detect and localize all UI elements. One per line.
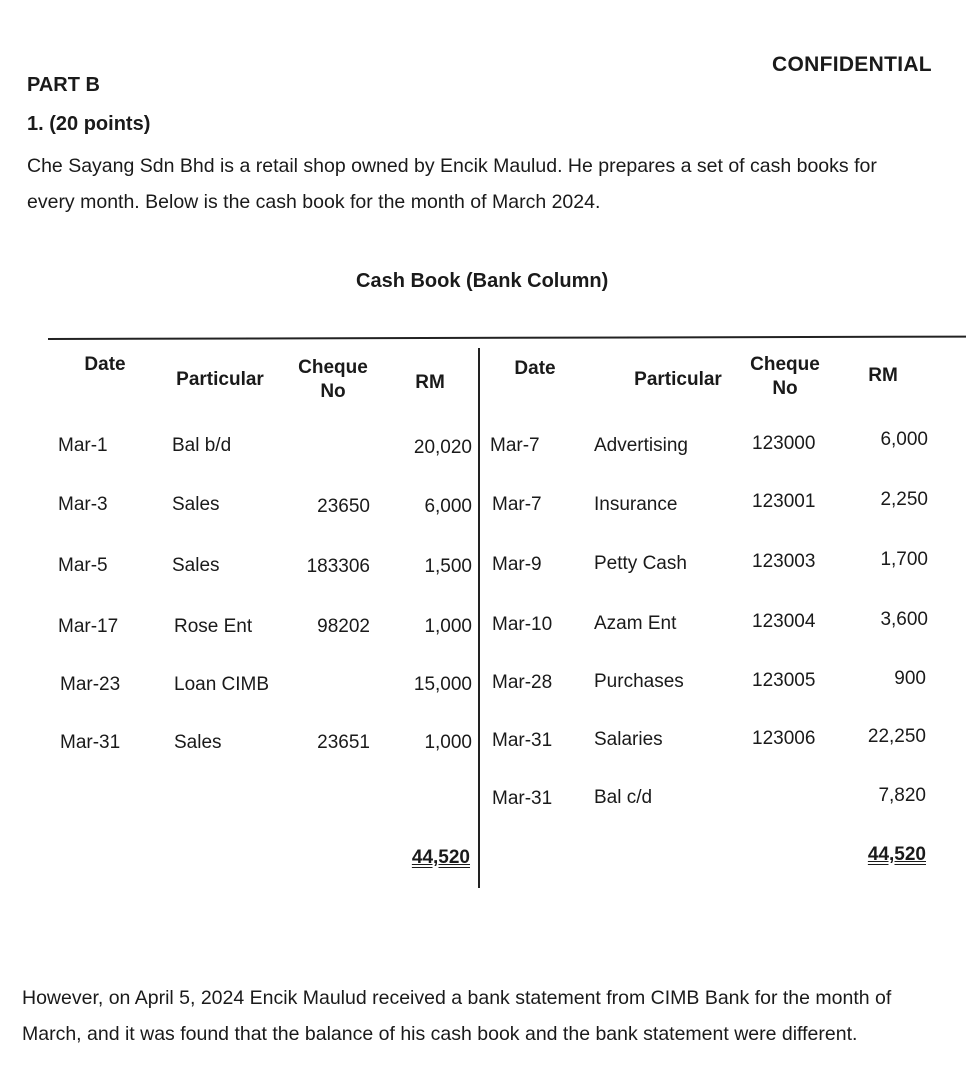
debit-date: Mar-3 xyxy=(58,494,108,515)
table-top-rule xyxy=(48,336,966,340)
credit-particular: Salaries xyxy=(594,729,663,750)
header-debit-date: Date xyxy=(84,354,126,375)
debit-cheque: 183306 xyxy=(306,556,370,577)
debit-date: Mar-17 xyxy=(58,616,119,637)
intro-line-1: Che Sayang Sdn Bhd is a retail shop owned by Encik Maulud. He prepares a set of cash books for xyxy=(27,155,877,177)
debit-date: Mar-23 xyxy=(60,674,121,695)
header-credit-particular: Particular xyxy=(634,369,722,390)
credit-amount: 1,700 xyxy=(880,549,928,570)
credit-particular: Advertising xyxy=(594,435,688,456)
header-debit-rm: RM xyxy=(415,372,445,393)
header-credit-date: Date xyxy=(514,358,556,379)
debit-particular: Sales xyxy=(172,494,220,515)
credit-amount: 7,820 xyxy=(878,785,926,806)
cashbook-title: Cash Book (Bank Column) xyxy=(356,270,609,292)
credit-amount: 2,250 xyxy=(880,489,928,510)
credit-cheque: 123000 xyxy=(752,433,816,454)
credit-cheque: 123005 xyxy=(752,670,816,691)
credit-date: Mar-31 xyxy=(492,788,553,809)
debit-particular: Rose Ent xyxy=(174,616,253,637)
header-credit-cheque: Cheque No xyxy=(750,354,820,399)
debit-amount: 15,000 xyxy=(413,674,472,695)
table-center-divider xyxy=(478,348,480,888)
part-label: PART B xyxy=(27,74,100,96)
credit-cheque: 123003 xyxy=(752,551,816,572)
footer-line-2: March, and it was found that the balance of his cash book and the bank statement were different. xyxy=(22,1023,858,1045)
intro-line-2: every month. Below is the cash book for the month of March 2024. xyxy=(27,191,601,213)
footer-paragraph xyxy=(22,980,891,1052)
footer-line-1: However, on April 5, 2024 Encik Maulud received a bank statement from CIMB Bank for the month of xyxy=(22,987,892,1009)
credit-particular: Azam Ent xyxy=(594,613,677,634)
debit-amount: 1,500 xyxy=(424,556,472,577)
debit-date: Mar-1 xyxy=(58,435,108,456)
debit-cheque: 98202 xyxy=(317,616,370,637)
debit-particular: Sales xyxy=(172,555,220,576)
debit-amount: 6,000 xyxy=(424,496,472,517)
debit-particular: Loan CIMB xyxy=(174,674,270,695)
credit-amount: 6,000 xyxy=(880,429,928,450)
credit-date: Mar-7 xyxy=(490,435,540,456)
debit-amount: 1,000 xyxy=(424,732,472,753)
credit-date: Mar-31 xyxy=(492,730,553,751)
credit-particular: Purchases xyxy=(594,671,684,692)
credit-date: Mar-9 xyxy=(492,554,542,575)
header-credit-rm: RM xyxy=(868,365,898,386)
debit-date: Mar-31 xyxy=(60,732,121,753)
credit-cheque: 123006 xyxy=(752,728,816,749)
credit-particular: Bal c/d xyxy=(594,787,653,808)
credit-amount: 900 xyxy=(894,668,926,689)
debit-particular: Sales xyxy=(174,732,222,753)
debit-amount: 20,020 xyxy=(413,437,472,458)
question-heading: 1. (20 points) xyxy=(27,113,151,135)
credit-amount: 22,250 xyxy=(867,726,926,747)
header-debit-cheque: Cheque No xyxy=(298,357,368,402)
credit-cheque: 123001 xyxy=(752,491,816,512)
debit-cheque: 23650 xyxy=(317,496,370,517)
credit-date: Mar-10 xyxy=(492,614,553,635)
credit-particular: Insurance xyxy=(594,494,678,515)
credit-date: Mar-28 xyxy=(492,672,553,693)
credit-amount: 3,600 xyxy=(880,609,928,630)
confidential-label: CONFIDENTIAL xyxy=(772,53,932,76)
credit-date: Mar-7 xyxy=(492,494,542,515)
debit-amount: 1,000 xyxy=(424,616,472,637)
debit-particular: Bal b/d xyxy=(172,435,232,456)
header-debit-particular: Particular xyxy=(176,369,264,390)
credit-total: 44,520 xyxy=(867,844,926,865)
credit-particular: Petty Cash xyxy=(594,553,687,574)
debit-cheque: 23651 xyxy=(317,732,370,753)
debit-date: Mar-5 xyxy=(58,555,108,576)
intro-paragraph xyxy=(27,148,877,220)
credit-cheque: 123004 xyxy=(752,611,816,632)
debit-total: 44,520 xyxy=(411,847,470,868)
